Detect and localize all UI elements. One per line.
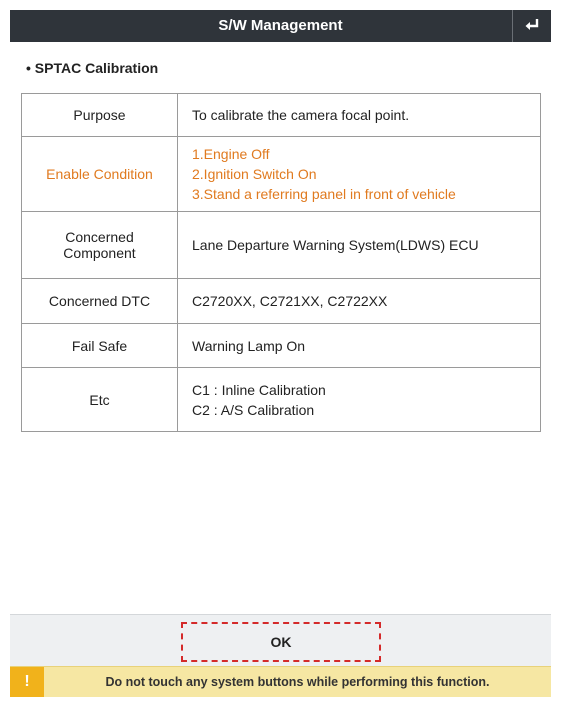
back-button[interactable] [512,10,551,42]
row-key: Concerned DTC [22,279,178,324]
table-row [22,324,541,368]
value-line: C2 : A/S Calibration [192,401,315,418]
table-row-highlight [22,137,541,212]
info-table [21,93,541,432]
row-key: Etc [22,368,178,432]
table-row [22,212,541,279]
window-title: S/W Management [218,17,343,34]
row-key: Purpose [22,94,178,137]
value-line: C2720XX, C2721XX, C2722XX [192,293,388,309]
row-value [178,368,541,432]
value-line: To calibrate the camera focal point. [192,107,410,123]
row-value [178,137,541,212]
exclamation-icon: ! [10,667,44,697]
row-key: Enable Condition [22,137,178,212]
value-line: 1.Engine Off [192,146,270,162]
value-line: C1 : Inline Calibration [192,381,326,398]
row-key: Fail Safe [22,324,178,368]
ok-button[interactable]: OK [181,622,381,662]
title-bar [10,10,551,42]
section-title: • SPTAC Calibration [26,60,159,76]
table-row [22,94,541,137]
row-value [178,212,541,279]
row-key: Concerned Component [22,212,178,279]
return-arrow-icon [523,18,541,34]
value-line: Lane Departure Warning System(LDWS) ECU [192,237,479,253]
value-line: Warning Lamp On [192,337,306,354]
value-line: 3.Stand a referring panel in front of vehicle [192,186,456,202]
row-value [178,324,541,368]
row-value [178,94,541,137]
table-row [22,279,541,324]
footer-bar [10,614,551,667]
value-line: 2.Ignition Switch On [192,166,317,182]
warning-text: Do not touch any system buttons while performing this function. [105,675,490,689]
table-row [22,368,541,432]
warning-bar [10,666,551,697]
row-value [178,279,541,324]
